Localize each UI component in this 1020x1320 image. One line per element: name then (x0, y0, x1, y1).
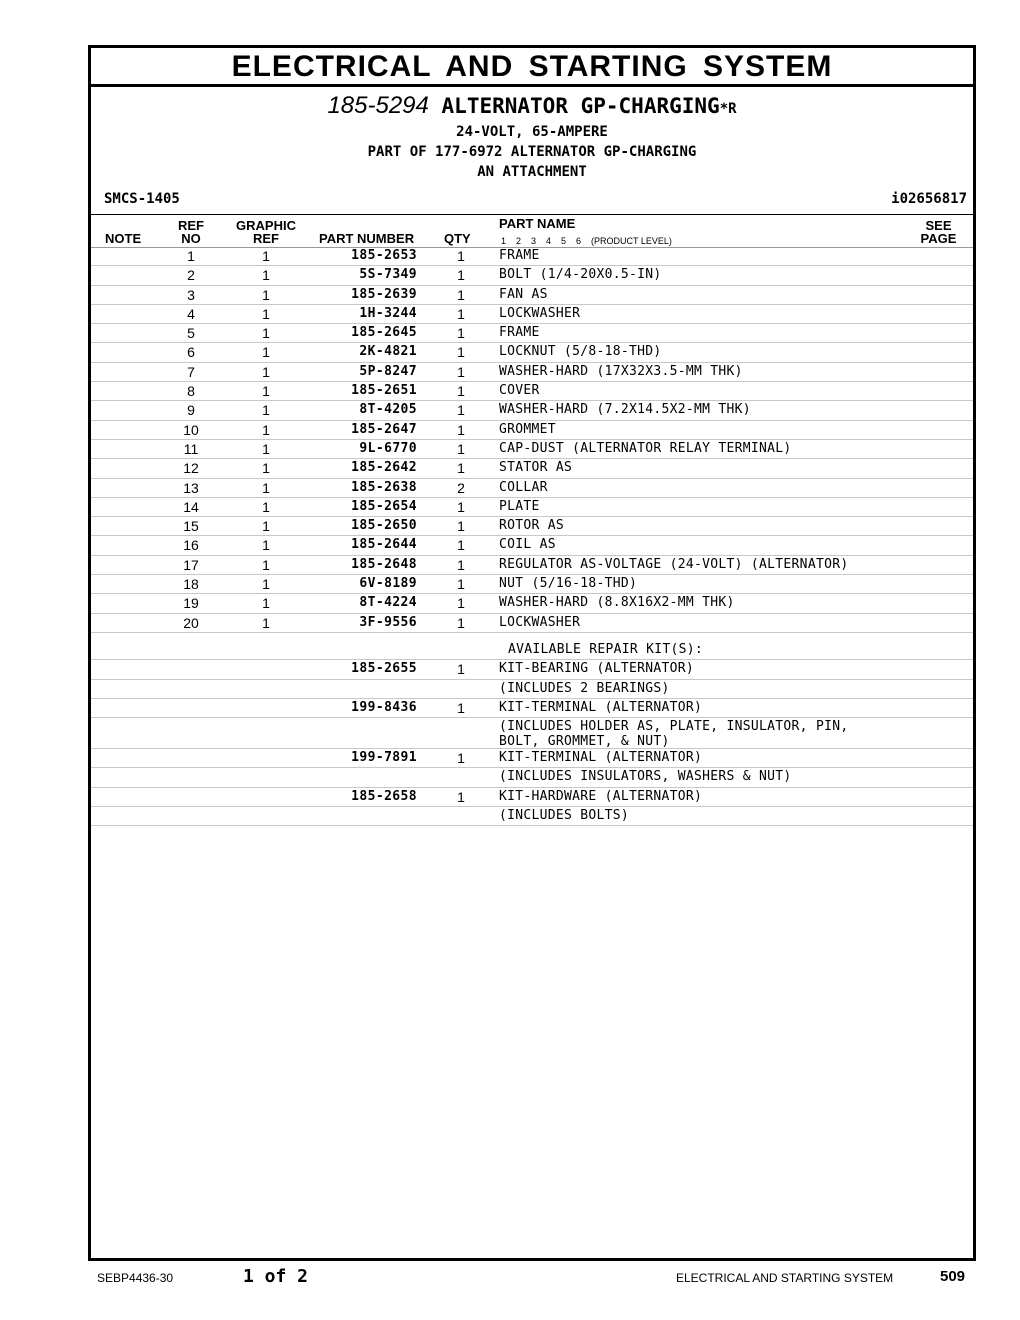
part-number: 185-2644 (351, 537, 417, 553)
table-row (91, 459, 973, 478)
part-name: WASHER-HARD (7.2X14.5X2-MM THK) (499, 402, 751, 418)
qty: 1 (457, 498, 465, 515)
part-name: FRAME (499, 248, 540, 263)
group-suffix: *R (719, 101, 737, 117)
part-name: WASHER-HARD (8.8X16X2-MM THK) (499, 595, 735, 611)
table-row (91, 266, 973, 285)
part-number: 185-2638 (351, 479, 417, 495)
graphic-ref: 1 (262, 267, 270, 284)
group-subtitle-2: PART OF 177-6972 ALTERNATOR GP-CHARGING (367, 144, 697, 160)
table-row (91, 382, 973, 401)
graphic-ref: 1 (262, 344, 270, 361)
graphic-ref: 1 (262, 498, 270, 515)
table-row (91, 305, 973, 324)
part-name: ROTOR AS (499, 518, 565, 534)
part-number: 185-2654 (351, 498, 417, 514)
kit-note: (INCLUDES HOLDER AS, PLATE, INSULATOR, PIN, BOLT, GROMMET, & NUT) (499, 719, 849, 750)
ref-no: 1 (187, 248, 195, 264)
group-subtitle-3: AN ATTACHMENT (477, 164, 587, 180)
ref-no: 17 (183, 556, 199, 573)
header-graphic-top: GRAPHIC (236, 218, 296, 233)
part-name: FAN AS (499, 286, 548, 302)
ref-no: 5 (187, 325, 195, 342)
qty: 1 (457, 305, 465, 322)
qty: 2 (457, 479, 465, 496)
header-ref-top: REF (178, 218, 204, 233)
ref-no: 7 (187, 363, 195, 380)
part-number: 6V-8189 (359, 576, 417, 592)
table-row (91, 479, 973, 498)
header-graphic-bottom: REF (253, 231, 279, 246)
graphic-ref: 1 (262, 305, 270, 322)
graphic-ref: 1 (262, 537, 270, 554)
part-name: PLATE (499, 498, 540, 514)
kit-part-number: 185-2655 (351, 661, 417, 677)
table-row (91, 421, 973, 440)
header-see-bottom: PAGE (920, 231, 957, 246)
graphic-ref: 1 (262, 325, 270, 342)
table-row (91, 401, 973, 420)
page-frame (88, 45, 976, 1261)
table-row (91, 286, 973, 305)
footer-doc-id: SEBP4436-30 (97, 1271, 174, 1285)
graphic-ref: 1 (262, 479, 270, 496)
graphic-ref: 1 (262, 595, 270, 612)
table-row (91, 536, 973, 555)
header-part-name: PART NAME (499, 216, 576, 231)
part-name: STATOR AS (499, 460, 573, 476)
footer-section: ELECTRICAL AND STARTING SYSTEM (676, 1271, 894, 1285)
kit-part-number: 185-2658 (351, 788, 417, 804)
part-number: 185-2645 (351, 325, 417, 341)
part-name: COLLAR (499, 479, 548, 495)
ref-no: 13 (183, 479, 199, 496)
graphic-ref: 1 (262, 556, 270, 573)
table-header (91, 214, 973, 248)
footer-page-number: 509 (940, 1268, 966, 1285)
ref-no: 15 (183, 518, 199, 535)
qty: 1 (457, 363, 465, 380)
ref-no: 12 (183, 460, 199, 477)
graphic-ref: 1 (262, 576, 270, 593)
graphic-ref: 1 (262, 286, 270, 303)
qty: 1 (457, 537, 465, 554)
kit-row (91, 749, 973, 768)
qty: 1 (457, 421, 465, 438)
table-row (91, 556, 973, 575)
group-title (91, 92, 973, 120)
graphic-ref: 1 (262, 402, 270, 419)
graphic-ref: 1 (262, 440, 270, 457)
kit-qty: 1 (457, 661, 465, 678)
kit-name: KIT-BEARING (ALTERNATOR) (499, 661, 695, 677)
ref-no: 16 (183, 537, 199, 554)
header-part-number: PART NUMBER (319, 231, 415, 246)
ref-no: 6 (187, 344, 195, 361)
kit-note-row (91, 768, 973, 787)
ref-no: 9 (187, 402, 195, 419)
header-note: NOTE (105, 231, 142, 246)
group-number: 185-5294 (327, 92, 429, 119)
part-name: REGULATOR AS-VOLTAGE (24-VOLT) (ALTERNATOR) (499, 556, 849, 572)
part-number: 8T-4205 (359, 402, 417, 418)
part-name: COVER (499, 383, 540, 399)
kit-name: KIT-HARDWARE (ALTERNATOR) (499, 788, 703, 804)
ref-no: 14 (183, 498, 199, 515)
header-ref-bottom: NO (181, 231, 201, 246)
page-footer (0, 1268, 1020, 1288)
qty: 1 (457, 248, 465, 264)
qty: 1 (457, 518, 465, 535)
ref-no: 4 (187, 305, 195, 322)
header-see-top: SEE (925, 218, 952, 233)
graphic-ref: 1 (262, 518, 270, 535)
footer-page-of: 1 of 2 (243, 1266, 309, 1287)
kit-part-number: 199-8436 (351, 699, 417, 715)
part-number: 185-2650 (351, 518, 417, 534)
qty: 1 (457, 440, 465, 457)
part-name: WASHER-HARD (17X32X3.5-MM THK) (499, 363, 743, 379)
table-row (91, 440, 973, 459)
part-number: 8T-4224 (359, 595, 417, 611)
group-subtitle-1: 24-VOLT, 65-AMPERE (456, 124, 608, 140)
part-number: 185-2651 (351, 383, 417, 399)
group-name: ALTERNATOR GP-CHARGING (441, 94, 720, 118)
ref-no: 2 (187, 267, 195, 284)
table-row (91, 575, 973, 594)
part-number: 185-2648 (351, 556, 417, 572)
qty: 1 (457, 576, 465, 593)
ref-no: 8 (187, 383, 195, 400)
qty: 1 (457, 556, 465, 573)
graphic-ref: 1 (262, 614, 270, 631)
kit-qty: 1 (457, 699, 465, 716)
part-name: LOCKWASHER (499, 305, 581, 321)
ref-no: 10 (183, 421, 199, 438)
part-number: 185-2642 (351, 460, 417, 476)
kit-note-row (91, 718, 973, 749)
graphic-ref: 1 (262, 248, 270, 264)
kit-note-row (91, 680, 973, 699)
part-name: LOCKWASHER (499, 614, 581, 630)
kits-heading: AVAILABLE REPAIR KIT(S): (508, 641, 704, 657)
parts-table-body (91, 247, 973, 826)
illustration-id: i02656817 (891, 191, 967, 207)
kit-note: (INCLUDES INSULATORS, WASHERS & NUT) (499, 769, 792, 785)
graphic-ref: 1 (262, 421, 270, 438)
part-number: 185-2647 (351, 421, 417, 437)
qty: 1 (457, 325, 465, 342)
graphic-ref: 1 (262, 383, 270, 400)
part-name: COIL AS (499, 537, 556, 553)
qty: 1 (457, 614, 465, 631)
kit-qty: 1 (457, 750, 465, 767)
kit-note: (INCLUDES BOLTS) (499, 808, 630, 824)
kits-heading-row (91, 641, 973, 660)
ref-no: 18 (183, 576, 199, 593)
table-row (91, 498, 973, 517)
kit-row (91, 660, 973, 679)
table-row (91, 247, 973, 266)
part-number: 3F-9556 (359, 614, 417, 630)
part-name: FRAME (499, 325, 540, 341)
kit-name: KIT-TERMINAL (ALTERNATOR) (499, 750, 703, 766)
qty: 1 (457, 595, 465, 612)
part-number: 185-2653 (351, 248, 417, 263)
section-gap (91, 633, 973, 641)
ref-no: 11 (183, 440, 199, 457)
part-name: GROMMET (499, 421, 556, 437)
part-number: 1H-3244 (359, 305, 417, 321)
qty: 1 (457, 344, 465, 361)
part-name: LOCKNUT (5/8-18-THD) (499, 344, 662, 360)
kit-qty: 1 (457, 788, 465, 805)
part-name: BOLT (1/4-20X0.5-IN) (499, 267, 662, 283)
graphic-ref: 1 (262, 363, 270, 380)
smcs-code: SMCS-1405 (104, 191, 180, 207)
graphic-ref: 1 (262, 460, 270, 477)
table-row (91, 343, 973, 362)
table-row (91, 324, 973, 343)
ref-no: 19 (183, 595, 199, 612)
kit-row (91, 699, 973, 718)
section-title: ELECTRICAL AND STARTING SYSTEM (91, 48, 973, 87)
kit-name: KIT-TERMINAL (ALTERNATOR) (499, 699, 703, 715)
qty: 1 (457, 286, 465, 303)
table-row (91, 594, 973, 613)
part-number: 185-2639 (351, 286, 417, 302)
qty: 1 (457, 267, 465, 284)
part-number: 5P-8247 (359, 363, 417, 379)
kit-note: (INCLUDES 2 BEARINGS) (499, 680, 670, 696)
table-row (91, 614, 973, 633)
header-product-levels: 1 2 3 4 5 6 (PRODUCT LEVEL) (501, 236, 672, 246)
part-number: 2K-4821 (359, 344, 417, 360)
part-number: 9L-6770 (359, 440, 417, 456)
qty: 1 (457, 460, 465, 477)
part-number: 5S-7349 (359, 267, 417, 283)
ref-no: 3 (187, 286, 195, 303)
ref-no: 20 (183, 614, 199, 631)
qty: 1 (457, 383, 465, 400)
table-row (91, 363, 973, 382)
table-row (91, 517, 973, 536)
header-qty: QTY (444, 231, 471, 246)
kit-note-row (91, 807, 973, 826)
kit-row (91, 788, 973, 807)
part-name: NUT (5/16-18-THD) (499, 576, 638, 592)
kit-part-number: 199-7891 (351, 750, 417, 766)
part-name: CAP-DUST (ALTERNATOR RELAY TERMINAL) (499, 440, 792, 456)
qty: 1 (457, 402, 465, 419)
